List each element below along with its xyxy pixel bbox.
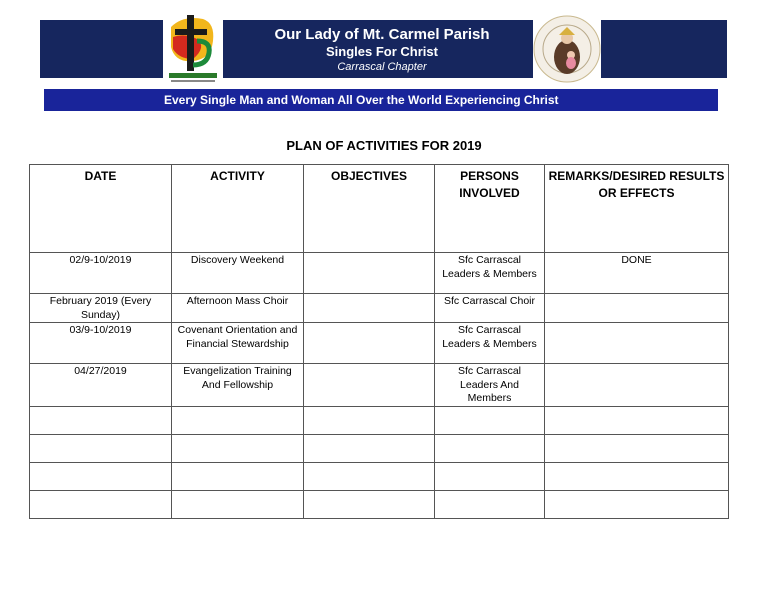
table-row xyxy=(30,364,729,407)
cell-objectives xyxy=(304,253,435,294)
cell-date: 03/9-10/2019 xyxy=(30,323,172,364)
cell-activity: Covenant Orientation and Financial Stewardship xyxy=(172,323,304,364)
table-row xyxy=(30,253,729,294)
parish-seal-image xyxy=(533,15,601,83)
chapter-name: Carrascal Chapter xyxy=(337,61,427,73)
activities-table xyxy=(29,164,729,519)
header-persons: PERSONS INVOLVED xyxy=(435,165,545,253)
table-row xyxy=(30,294,729,323)
empty-table-row xyxy=(30,434,729,462)
cell-objectives xyxy=(304,364,435,407)
header-remarks: REMARKS/DESIRED RESULTS OR EFFECTS xyxy=(545,165,729,253)
parish-title: Our Lady of Mt. Carmel Parish xyxy=(274,26,490,43)
cell-remarks xyxy=(545,323,729,364)
cell-remarks xyxy=(545,294,729,323)
org-name: Singles For Christ xyxy=(326,44,438,59)
empty-table-row xyxy=(30,490,729,518)
cell-remarks: DONE xyxy=(545,253,729,294)
table-header-row xyxy=(30,165,729,253)
cell-persons: Sfc Carrascal Leaders & Members xyxy=(435,253,545,294)
cell-activity: Afternoon Mass Choir xyxy=(172,294,304,323)
cell-objectives xyxy=(304,294,435,323)
cell-objectives xyxy=(304,323,435,364)
table-row xyxy=(30,323,729,364)
cell-persons: Sfc Carrascal Leaders & Members xyxy=(435,323,545,364)
cell-remarks xyxy=(545,364,729,407)
cell-persons: Sfc Carrascal Leaders And Members xyxy=(435,364,545,407)
header-activity: ACTIVITY xyxy=(172,165,304,253)
cell-persons: Sfc Carrascal Choir xyxy=(435,294,545,323)
plan-title: PLAN OF ACTIVITIES FOR 2019 xyxy=(286,138,482,153)
cell-date: 02/9-10/2019 xyxy=(30,253,172,294)
empty-table-row xyxy=(30,406,729,434)
cell-activity: Evangelization Training And Fellowship xyxy=(172,364,304,407)
header-date: DATE xyxy=(30,165,172,253)
cell-date: 04/27/2019 xyxy=(30,364,172,407)
tagline-banner: Every Single Man and Woman All Over the World Experiencing Christ xyxy=(44,89,718,111)
singles-for-christ-logo xyxy=(163,7,223,87)
header-objectives: OBJECTIVES xyxy=(304,165,435,253)
cell-date: February 2019 (Every Sunday) xyxy=(30,294,172,323)
cell-activity: Discovery Weekend xyxy=(172,253,304,294)
empty-table-row xyxy=(30,462,729,490)
